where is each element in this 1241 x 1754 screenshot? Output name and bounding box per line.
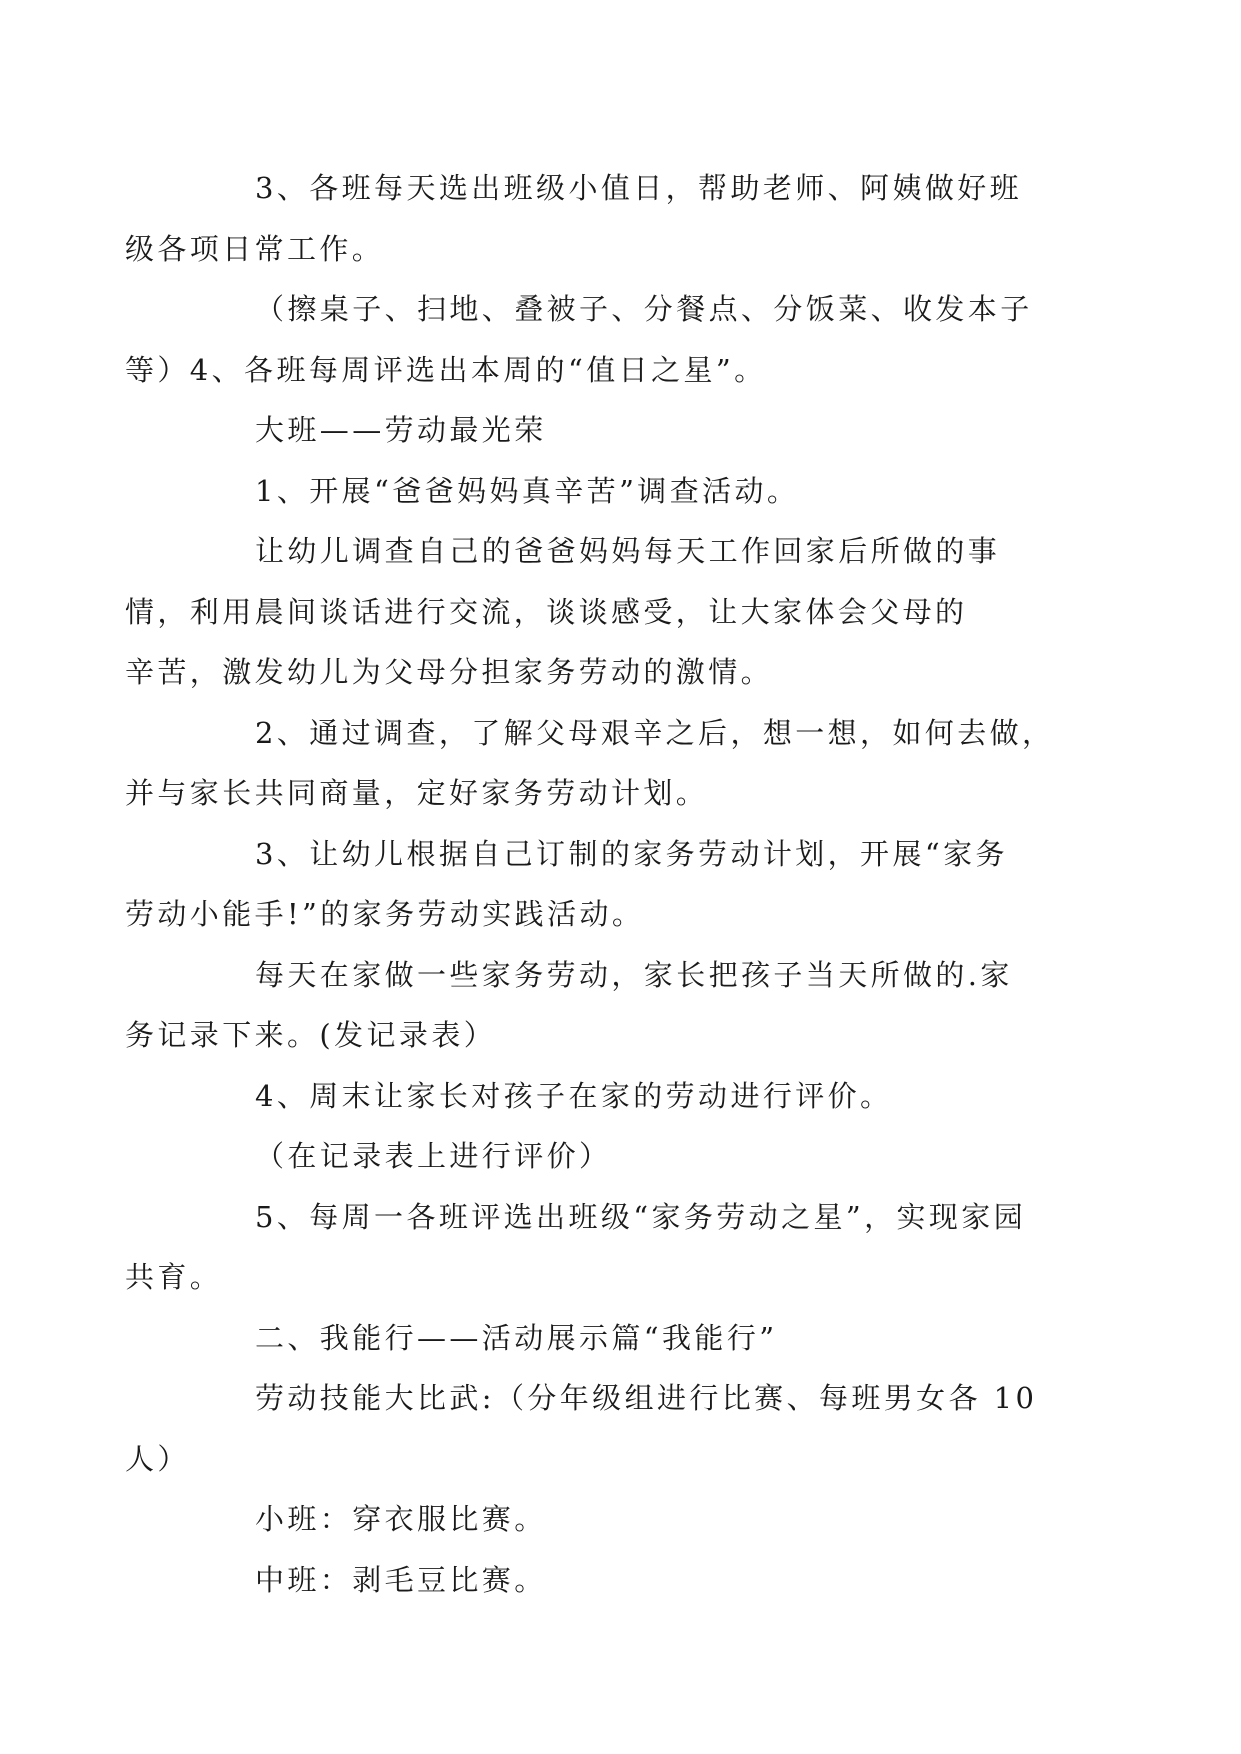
section-heading-i-can-do-it [190,1308,1050,1369]
document-body [125,158,1055,1610]
paragraph-9 [190,1066,1050,1127]
text-line: 辛苦，激发幼儿为父母分担家务劳动的激情。 [125,655,774,689]
text-line: 共育。 [125,1260,223,1294]
paragraph-13 [125,1368,1050,1489]
paragraph-14 [190,1489,1050,1550]
text-line: 1、开展“爸爸妈妈真辛苦”调查活动。 [255,473,800,508]
paragraph-10 [190,1126,1050,1187]
paragraph-6 [125,703,1055,824]
text-line: （擦桌子、扫地、叠被子、分餐点、分饭菜、收发本子 [255,292,1033,326]
text-line: 等）4、各班每周评选出本周的“值日之星”。 [125,352,767,387]
paragraph-11 [125,1187,1050,1308]
text-line: （在记录表上进行评价） [255,1139,612,1173]
text-line: 级各项日常工作。 [125,231,385,266]
paragraph-1 [125,158,1050,279]
text-line: 务记录下来。(发记录表） [125,1018,497,1052]
text-line: 劳动小能手!”的家务劳动实践活动。 [125,897,645,931]
text-line: 5、每周一各班评选出班级“家务劳动之星”，实现家园 [255,1199,1027,1234]
text-line: 3、让幼儿根据自己订制的家务劳动计划，开展“家务 [255,836,1008,871]
paragraph-8 [125,945,1050,1066]
text-line: 小班：穿衣服比赛。 [255,1502,547,1536]
paragraph-5 [125,521,1050,703]
text-line: 2、通过调查，了解父母艰辛之后，想一想，如何去做， [255,715,1055,750]
text-line: 二、我能行——活动展示篇“我能行” [255,1320,778,1355]
text-line: 每天在家做一些家务劳动，家长把孩子当天所做的.家 [255,957,1013,992]
paragraph-2 [125,279,1050,400]
text-line: 中班：剥毛豆比赛。 [255,1562,547,1597]
paragraph-15 [190,1550,1050,1611]
text-line: 大班——劳动最光荣 [255,413,547,447]
text-line: 并与家长共同商量，定好家务劳动计划。 [125,776,709,810]
text-line: 劳动技能大比武:（分年级组进行比赛、每班男女各 10 [255,1381,1038,1415]
text-line: 情，利用晨间谈话进行交流，谈谈感受，让大家体会父母的 [125,594,968,629]
text-line: 让幼儿调查自己的爸爸妈妈每天工作回家后所做的事 [255,534,1001,568]
section-heading-senior-class [190,400,1050,461]
text-line: 人） [125,1441,190,1476]
text-line: 3、各班每天选出班级小值日，帮助老师、阿姨做好班 [255,171,1023,205]
paragraph-7 [125,824,1050,945]
text-line: 4、周末让家长对孩子在家的劳动进行评价。 [255,1078,893,1113]
paragraph-4 [190,461,1050,522]
